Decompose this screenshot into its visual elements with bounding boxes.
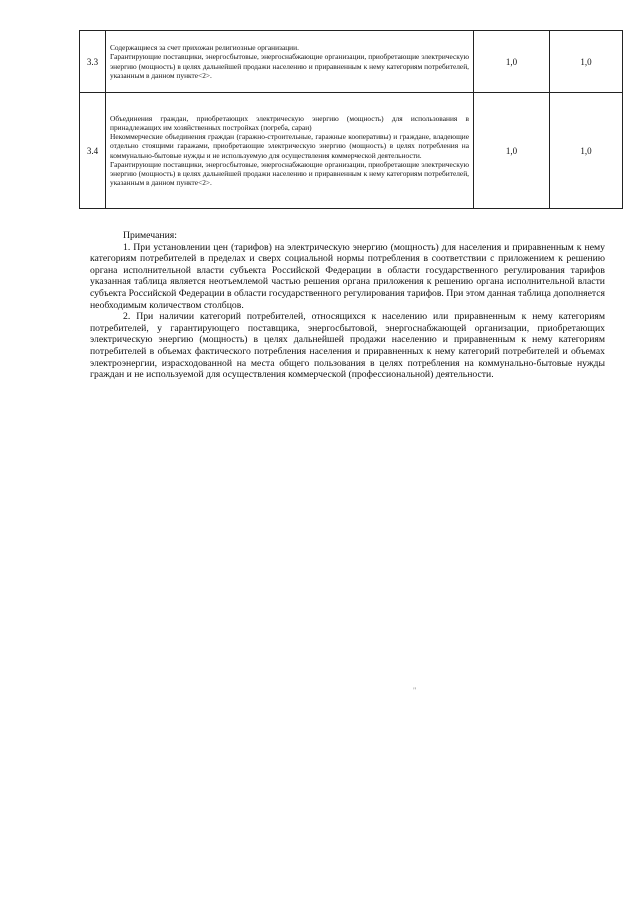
row-value-2: 1,0 — [550, 93, 623, 209]
description-paragraph: Некоммерческие объединения граждан (гаражно-строительные, гаражные кооперативы) и граждане, владеющие отдельно стоящими гаражами, приобретающие электрическую энергию (мощность) в целях потребления на коммунально-бытовые нужды и не используемую для осуществления коммерческой деятельности. — [110, 132, 469, 160]
scan-mark: " — [413, 686, 417, 695]
notes-heading: Примечания: — [123, 230, 177, 241]
description-paragraph: Гарантирующие поставщики, энергосбытовые, энергоснабжающие организации, приобретающие электрическую энергию (мощность) в целях дальнейшей продажи населению и приравненным к нему категориям потребителей, указанным в данном пункте<2>. — [110, 159, 469, 187]
row-number: 3.3 — [80, 31, 106, 93]
description-paragraph: Объединения граждан, приобретающих электрическую энергию (мощность) для использования в принадлежащих им хозяйственных постройках (погреба, сараи) — [110, 114, 469, 133]
row-value-1: 1,0 — [474, 31, 550, 93]
description-paragraph: Содержащиеся за счет прихожан религиозные организации. — [110, 43, 299, 53]
notes-section — [90, 230, 605, 381]
table-row — [80, 93, 623, 209]
row-value-1: 1,0 — [474, 93, 550, 209]
row-value-2: 1,0 — [550, 31, 623, 93]
row-description — [106, 31, 474, 93]
table-row — [80, 31, 623, 93]
tariff-table — [79, 30, 623, 209]
note-item: 1. При установлении цен (тарифов) на электрическую энергию (мощность) для населения и приравненным к нему категориям потребителей в пределах и сверх социальной нормы потребления в соответствии с приложением к решению органа исполнительной власти субъекта Российской Федерации в области государственного регулирования тарифов указанная таблица является неотъемлемой частью решения органа приложения к решению органа исполнительной власти субъекта Российской Федерации в области государственного регулирования тарифов. При этом данная таблица дополняется необходимым количеством столбцов. — [90, 241, 605, 311]
note-item: 2. При наличии категорий потребителей, относящихся к населению или приравненным к нему категориям потребителей, у гарантирующего поставщика, энергосбытовой, энергоснабжающей организации, приобретающих электрическую энергию (мощность) в целях дальнейшей продажи населению и приравненным к нему категориям потребителей в объемах фактического потребления населения и приравненных к нему категорий потребителей и объемах электроэнергии, израсходованной на места общего пользования в целях потребления на коммунально-бытовые нужды граждан и не используемой для осуществления коммерческой (профессиональной) деятельности. — [90, 311, 605, 381]
row-number: 3.4 — [80, 93, 106, 209]
description-paragraph: Гарантирующие поставщики, энергосбытовые, энергоснабжающие организации, приобретающие электрическую энергию (мощность) в целях дальнейшей продажи населению и приравненным к нему категориям потребителей, указанным в данном пункте<2>. — [110, 52, 469, 80]
row-description — [106, 93, 474, 209]
